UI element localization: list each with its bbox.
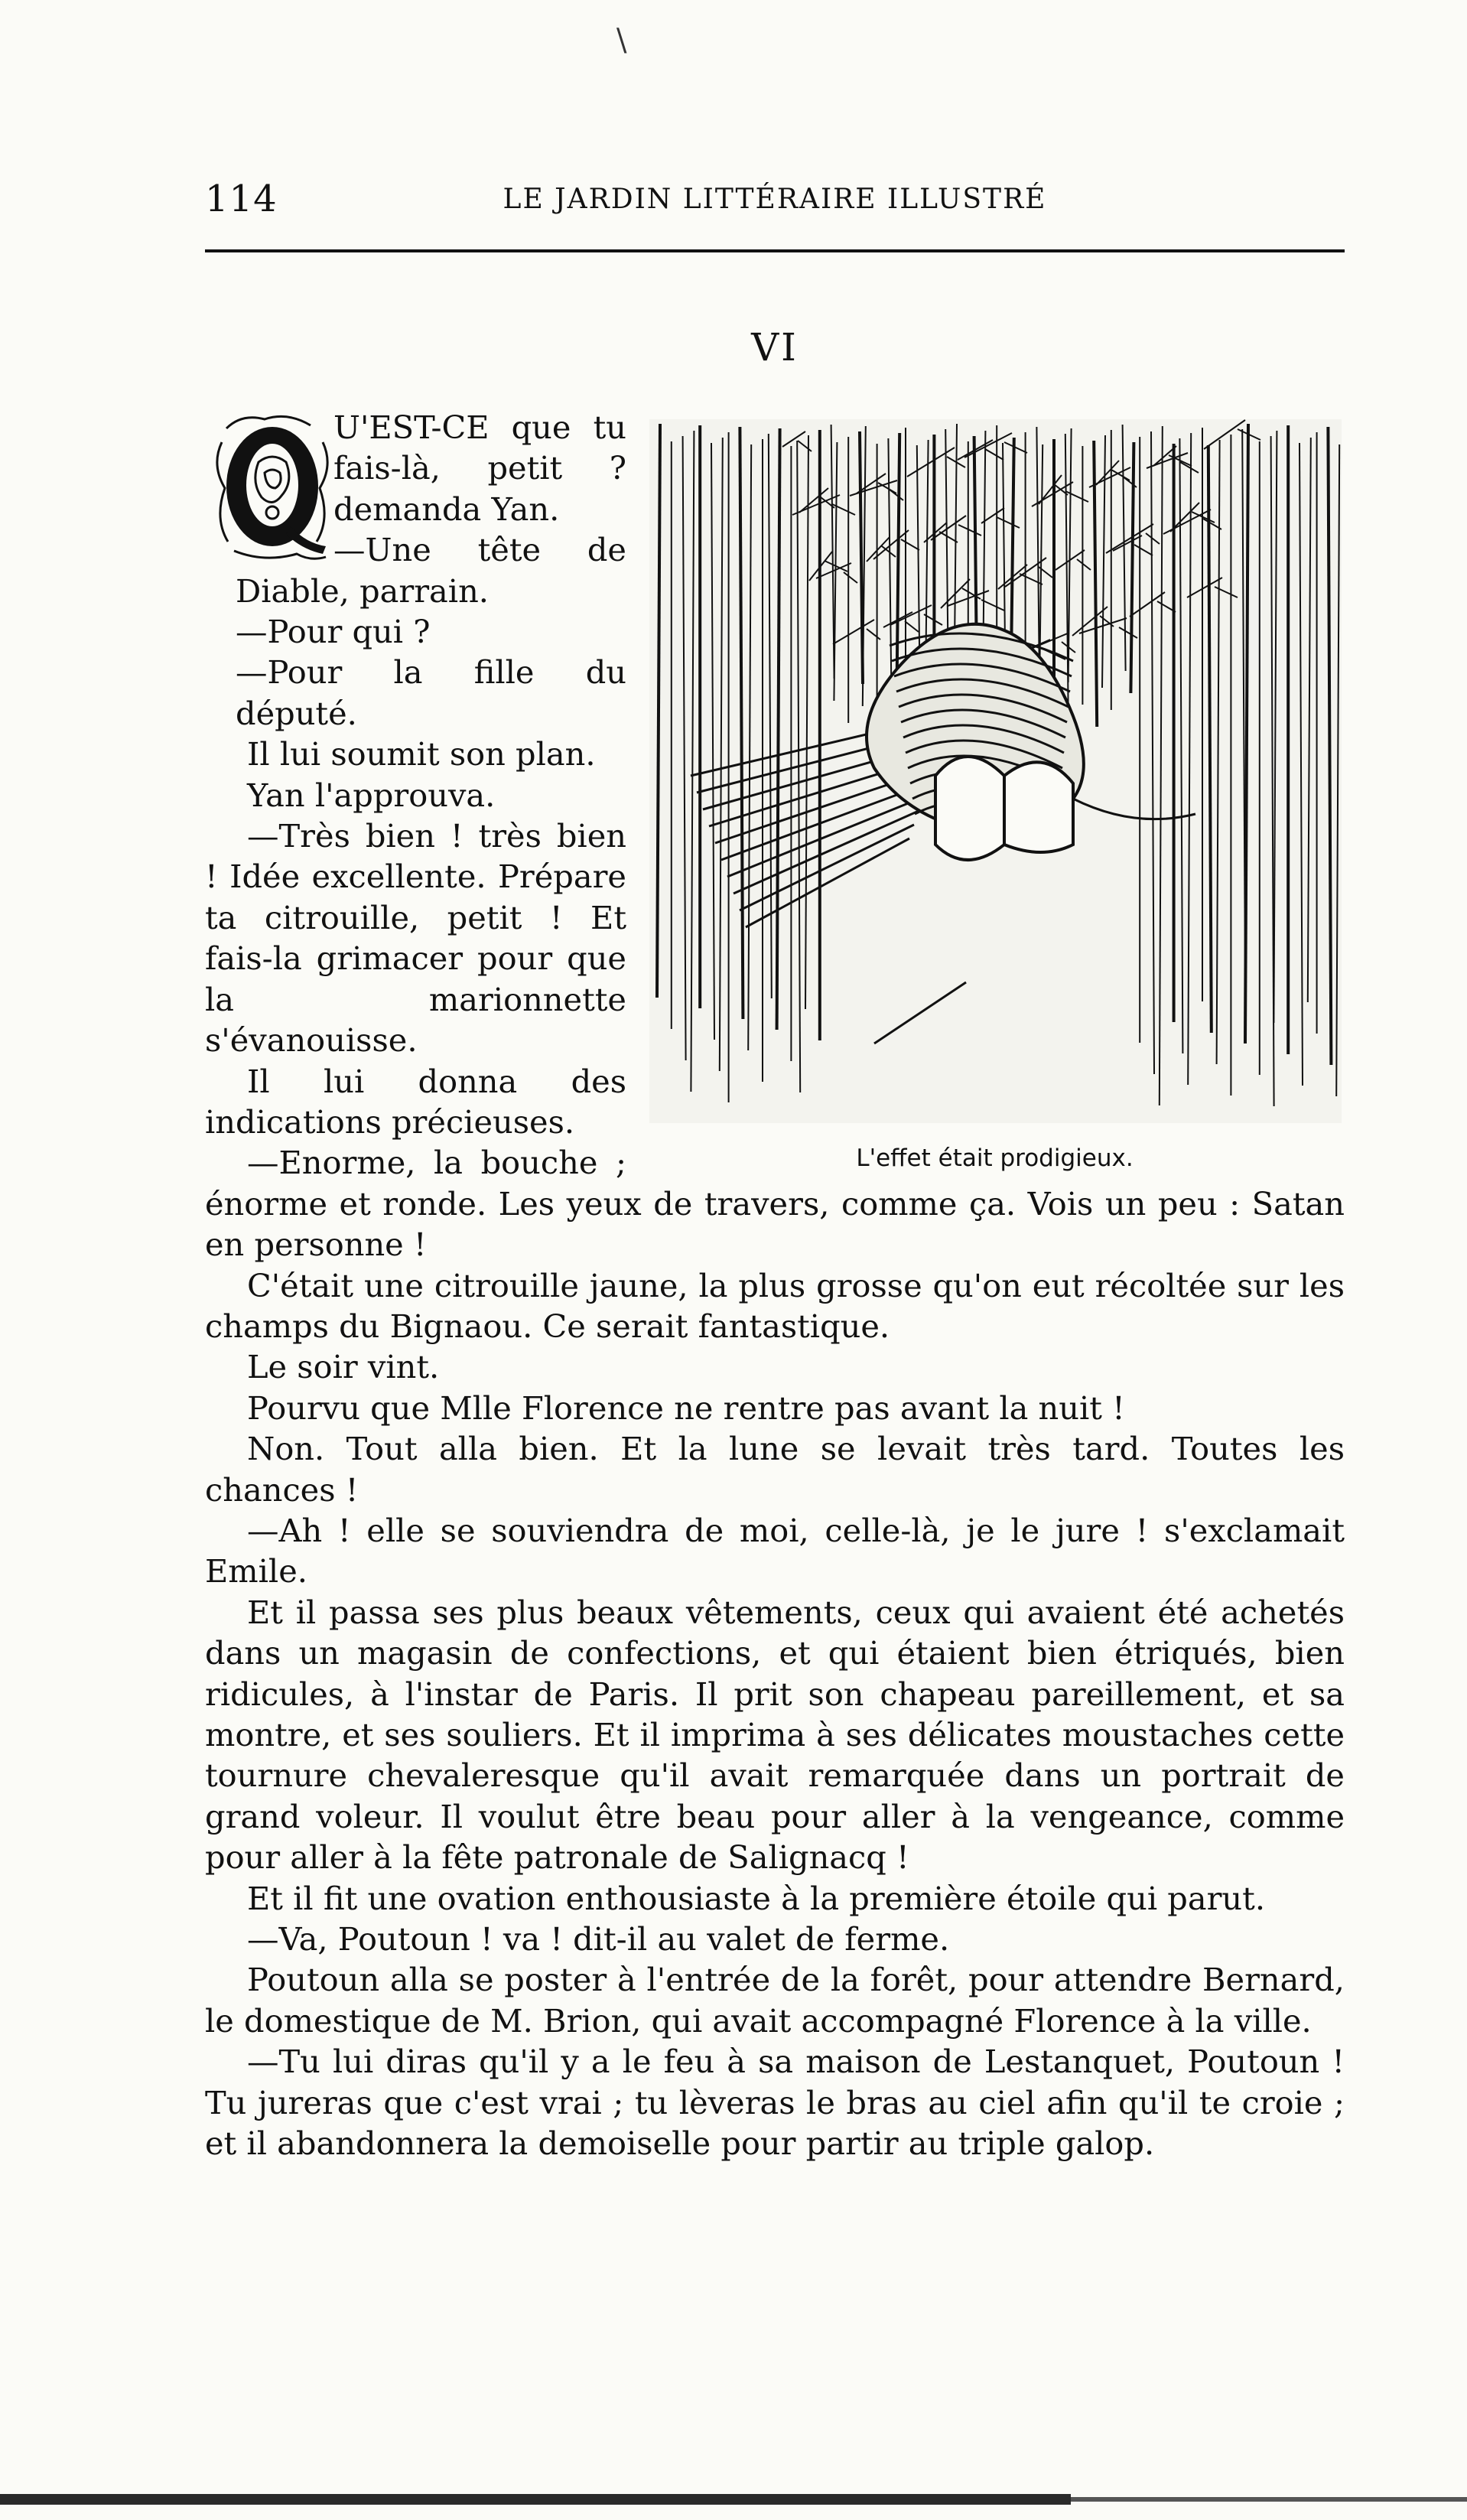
paragraph: Le soir vint. — [247, 1348, 440, 1386]
illustration — [645, 416, 1345, 1181]
page-number: 114 — [205, 177, 278, 220]
paragraph: Et il fit une ovation enthousiaste à la première étoile qui parut. — [247, 1879, 1266, 1917]
pumpkin-in-forest-illustration — [645, 416, 1345, 1128]
page-header — [205, 177, 1345, 231]
paragraph: Yan l'approuva. — [247, 776, 496, 814]
paragraph: —Enorme, la bouche ; énorme et ronde. Les yeux de travers, comme ça. Vois un peu : Satan en personne ! — [205, 1144, 1345, 1264]
paragraph: Il lui donna des indications précieuses. — [205, 1062, 626, 1141]
paragraph: —Très bien ! très bien ! Idée excellente. Prépare ta citrouille, petit ! Et fais-la grimacer pour que la marionnette s'évanouisse. — [205, 817, 626, 1060]
paragraph: Non. Tout alla bien. Et la lune se levait très tard. Toutes les chances ! — [205, 1430, 1345, 1509]
paragraph: U'EST-CE que tu fais-là, petit ? demanda Yan. — [333, 409, 626, 528]
paragraph: Pourvu que Mlle Florence ne rentre pas avant la nuit ! — [247, 1389, 1125, 1427]
paragraph: —Tu lui diras qu'il y a le feu à sa maison de Lestanquet, Poutoun ! Tu jureras que c'est vrai ; tu lèveras le bras au ciel afin qu'il te croie ; et il abandonnera la demoiselle pour partir au triple galop. — [205, 2043, 1345, 2163]
paragraph: —Pour qui ? — [236, 613, 431, 651]
header-rule — [205, 249, 1345, 252]
body-text — [205, 407, 1345, 2163]
paragraph: —Une tête de Diable, parrain. — [236, 531, 626, 610]
paragraph: —Ah ! elle se souviendra de moi, celle-là, je le jure ! s'exclamait Emile. — [205, 1511, 1345, 1590]
drop-cap — [211, 412, 333, 565]
print-speck: \ — [616, 23, 627, 58]
paragraph: —Va, Poutoun ! va ! dit-il au valet de ferme. — [247, 1920, 950, 1958]
illustration-caption: L'effet était prodigieux. — [856, 1144, 1134, 1172]
paragraph: C'était une citrouille jaune, la plus grosse qu'on eut récoltée sur les champs du Bignaou. Ce serait fantastique. — [205, 1266, 1345, 1345]
paragraph: —Pour la fille du député. — [236, 653, 626, 732]
running-title: LE JARDIN LITTÉRAIRE ILLUSTRÉ — [503, 184, 1047, 215]
ornamental-initial-q-icon — [211, 412, 333, 565]
chapter-heading: VI — [751, 325, 799, 370]
bottom-printer-band — [0, 2491, 1467, 2508]
paragraph: Et il passa ses plus beaux vêtements, ceux qui avaient été achetés dans un magasin de confections, et qui étaient bien étriqués, bien ridicules, à l'instar de Paris. Il prit son chapeau pareillement, et sa montre, et ses souliers. Et il imprima à ses délicates moustaches cette tournure chevaleresque qu'il avait remarquée dans un portrait de grand voleur. Il voulut être beau pour aller à la vengeance, comme pour aller à la fête patronale de Salignacq ! — [205, 1593, 1345, 1877]
paragraph: Poutoun alla se poster à l'entrée de la forêt, pour attendre Bernard, le domestique de M. Brion, qui avait accompagné Florence à la ville. — [205, 1961, 1345, 2040]
paragraph: Il lui soumit son plan. — [247, 735, 596, 773]
